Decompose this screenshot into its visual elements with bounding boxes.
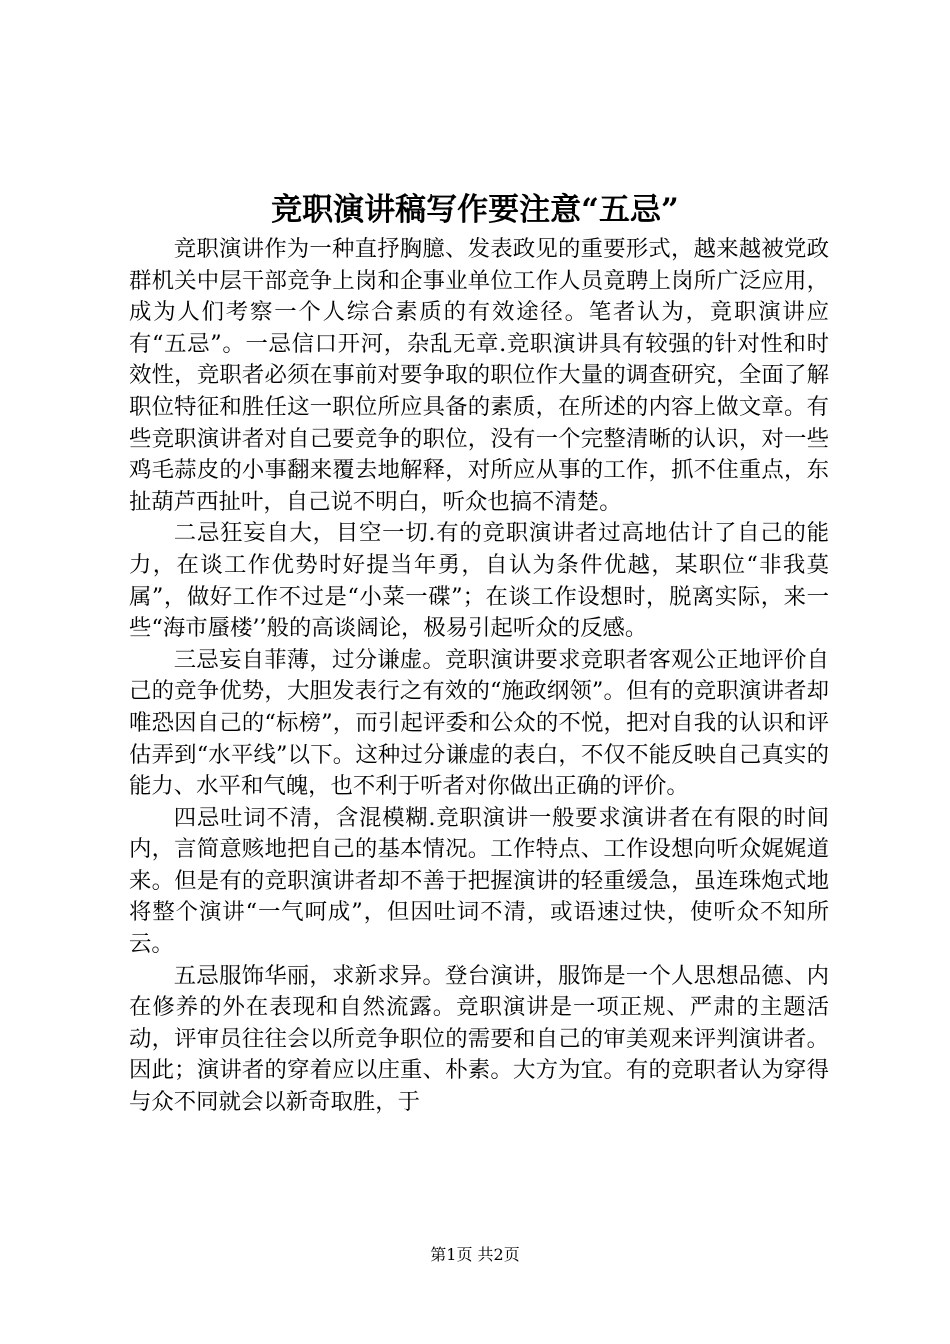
document-title: 竞职演讲稿写作要注意“五忌”	[271, 192, 679, 228]
paragraph-3: 三忌妄自菲薄，过分谦虚。竞职演讲要求竞职者客观公正地评价自己的竞争优势，大胆发表行之有效的“施政纲领”。但有的竞职演讲者却唯恐因自己的“标榜”，而引起评委和公众的不悦，把对自我的认识和评估弄到“水平线”以下。这种过分谦虚的表白，不仅不能反映自己真实的能力、水平和气魄，也不利于听者对你做出正确的评价。	[129, 646, 829, 800]
page-number-footer: 第1页 共2页	[430, 1245, 520, 1264]
paragraph-2: 二忌狂妄自大，目空一切.有的竞职演讲者过高地估计了自己的能力，在谈工作优势时好提当年勇，自认为条件优越，某职位“非我莫属”，做好工作不过是“小菜一碟”；在谈工作设想时，脱离实际，来一些“海市蜃楼’’般的高谈阔论，极易引起听众的反感。	[129, 520, 829, 642]
paragraph-5: 五忌服饰华丽，求新求异。登台演讲，服饰是一个人思想品德、内在修养的外在表现和自然流露。竞职演讲是一项正规、严肃的主题活动，评审员往往会以所竞争职位的需要和自己的审美观来评判演讲者。因此；演讲者的穿着应以庄重、朴素。大方为宜。有的竞职者认为穿得与众不同就会以新奇取胜，于	[129, 962, 829, 1116]
paragraph-1: 竞职演讲作为一种直抒胸臆、发表政见的重要形式，越来越被党政群机关中层干部竞争上岗和企事业单位工作人员竟聘上岗所广泛应用，成为人们考察一个人综合素质的有效途径。笔者认为，竟职演讲应有“五忌”。一忌信口开河，杂乱无章.竞职演讲具有较强的针对性和时效性，竞职者必须在事前对要争取的职位作大量的调查研究，全面了解职位特征和胜任这一职位所应具备的素质，在所述的内容上做文章。有些竞职演讲者对自己要竞争的职位，没有一个完整清晰的认识，对一些鸡毛蒜皮的小事翻来覆去地解释，对所应从事的工作，抓不住重点，东扯葫芦西扯叶，自己说不明白，听众也搞不清楚。	[129, 236, 829, 515]
document-body	[129, 234, 829, 1119]
paragraph-4: 四忌吐词不清，含混模糊.竞职演讲一般要求演讲者在有限的时间内，言简意赅地把自己的基本情况。工作特点、工作设想向听众娓娓道来。但是有的竞职演讲者却不善于把握演讲的轻重缓急，虽连珠炮式地将整个演讲“一气呵成”，但因吐词不清，或语速过快，使听众不知所云。	[129, 804, 829, 958]
